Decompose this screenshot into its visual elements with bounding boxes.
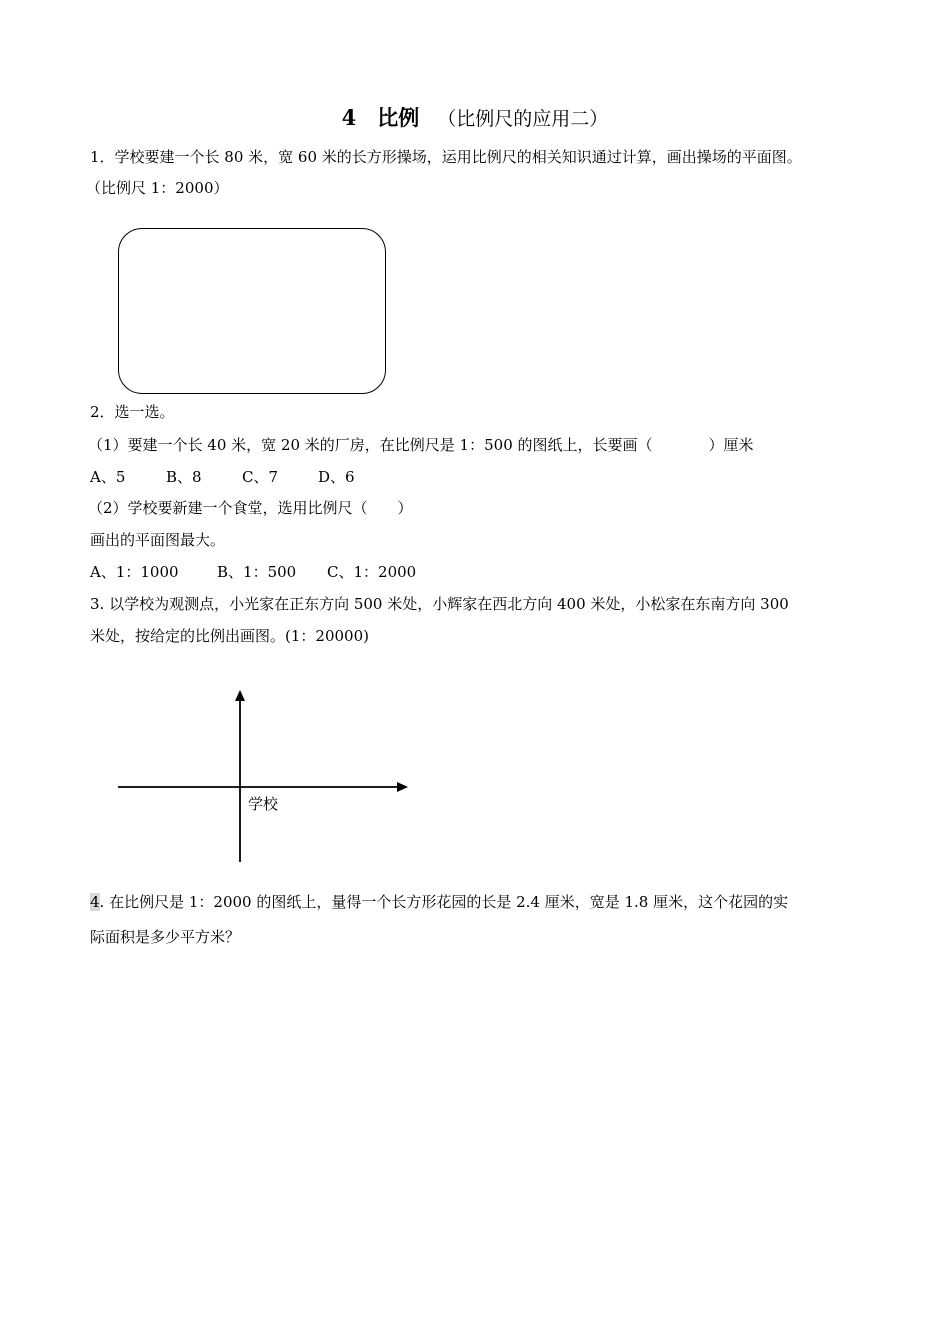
q1-text-line2: （比例尺 1：2000）	[86, 179, 229, 197]
q2-heading: 2．选一选。	[90, 403, 175, 421]
q2-part1-text-before: （1）要建一个长 40 米，宽 20 米的厂房，在比例尺是 1：500 的图纸上，长要画（	[88, 436, 653, 454]
q2-part1-question	[88, 435, 754, 455]
q2-part1-option-b[interactable]: B、8	[166, 468, 202, 486]
y-axis-arrowhead	[235, 690, 245, 701]
q3-text-line2: 米处，按给定的比例出画图。(1：20000)	[90, 627, 369, 645]
q2-part1-option-c[interactable]: C、7	[242, 468, 279, 486]
q2-part2-option-a[interactable]: A、1：1000	[90, 563, 179, 581]
q2-part1-options	[90, 467, 355, 487]
q2-part1-text-after: ）厘米	[708, 436, 754, 454]
q4-text-line2: 际面积是多少平方米？	[90, 928, 241, 946]
title-main: 4 比例	[341, 105, 420, 130]
q3-text-line1: 3. 以学校为观测点，小光家在正东方向 500 米处，小辉家在西北方向 400 米处，小松家在东南方向 300	[90, 595, 789, 613]
q4-text-line1-rest: . 在比例尺是 1：2000 的图纸上，量得一个长方形花园的长是 2.4 厘米，宽是 1.8 厘米，这个花园的实	[99, 893, 789, 911]
q2-part1-option-a[interactable]: A、5	[90, 468, 126, 486]
playground-drawing-box[interactable]	[118, 228, 386, 394]
q2-part2-text-after: ）	[397, 499, 413, 517]
q1-text-line1: 1．学校要建一个长 80 米，宽 60 米的长方形操场，运用比例尺的相关知识通过计算，画出操场的平面图。	[90, 148, 802, 166]
school-origin-label: 学校	[248, 795, 279, 813]
q4-text-line1	[90, 892, 788, 912]
q2-part2-text-before: （2）学校要新建一个食堂，选用比例尺（	[88, 499, 368, 517]
q4-number: 4	[90, 893, 100, 911]
x-axis-arrowhead	[397, 782, 408, 792]
direction-axes-diagram[interactable]	[110, 682, 420, 872]
title-subtitle: （比例尺的应用二）	[437, 108, 609, 130]
q2-part2-option-c[interactable]: C、1：2000	[327, 563, 417, 581]
worksheet-title	[0, 104, 950, 133]
q2-part1-option-d[interactable]: D、6	[318, 468, 355, 486]
q2-part2-option-b[interactable]: B、1：500	[217, 563, 297, 581]
q2-part2-question	[88, 498, 413, 518]
q2-part2-text-line2: 画出的平面图最大。	[90, 531, 226, 549]
q2-part2-options	[90, 562, 416, 582]
